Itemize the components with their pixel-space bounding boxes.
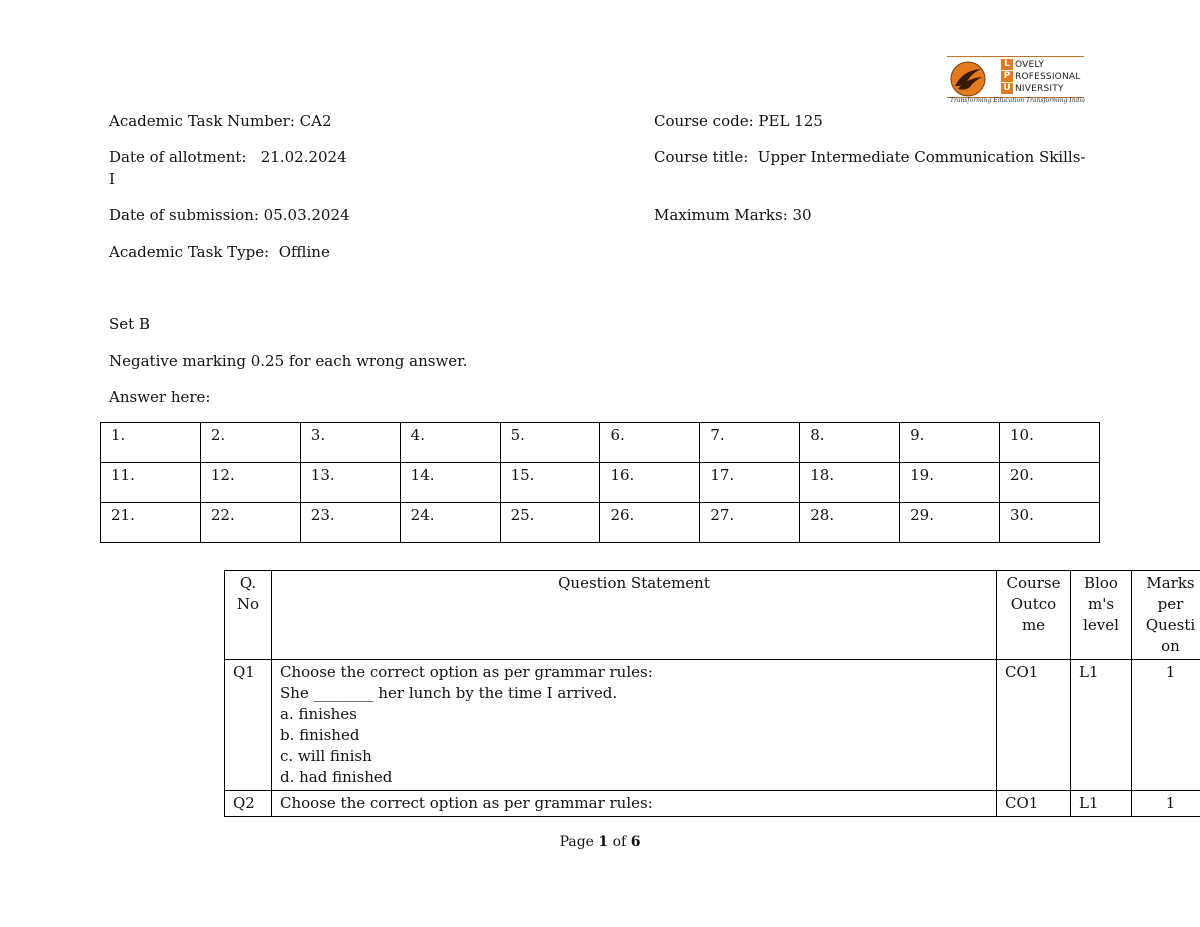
question-line: b. finished bbox=[280, 726, 360, 744]
logo-wordmark bbox=[1015, 59, 1080, 95]
header-outcome-line: Outco bbox=[1010, 595, 1057, 613]
answer-cell[interactable]: 27. bbox=[700, 503, 800, 543]
answer-cell[interactable]: 1. bbox=[101, 423, 201, 463]
answer-cell[interactable]: 23. bbox=[300, 503, 400, 543]
header-outcome-line: me bbox=[1021, 616, 1046, 634]
answer-cell[interactable]: 10. bbox=[1000, 423, 1100, 463]
answer-cell[interactable]: 29. bbox=[900, 503, 1000, 543]
question-number: Q2 bbox=[225, 791, 272, 817]
logo-initials bbox=[1001, 59, 1013, 95]
answer-cell[interactable]: 12. bbox=[200, 463, 300, 503]
logo-tagline: Transforming Education Transforming India bbox=[950, 97, 1085, 104]
answer-cell[interactable]: 9. bbox=[900, 423, 1000, 463]
answer-cell[interactable]: 14. bbox=[400, 463, 500, 503]
question-statement bbox=[272, 791, 997, 817]
max-marks: Maximum Marks: 30 bbox=[654, 206, 812, 224]
answer-here-label: Answer here: bbox=[109, 388, 211, 406]
marks-value: 1 bbox=[1132, 791, 1200, 817]
header-marks bbox=[1132, 571, 1200, 660]
of-word: of bbox=[612, 834, 627, 850]
header-qno-line: Q. bbox=[239, 574, 257, 592]
answer-cell[interactable]: 16. bbox=[600, 463, 700, 503]
course-outcome: CO1 bbox=[997, 791, 1071, 817]
answer-cell[interactable]: 15. bbox=[500, 463, 600, 503]
answer-cell[interactable]: 5. bbox=[500, 423, 600, 463]
submission-date: Date of submission: 05.03.2024 bbox=[109, 206, 350, 224]
course-title-continuation: I bbox=[109, 170, 115, 188]
answer-grid-row bbox=[101, 503, 1100, 543]
answer-grid-row bbox=[101, 463, 1100, 503]
answer-cell[interactable]: 28. bbox=[800, 503, 900, 543]
emblem-icon bbox=[949, 60, 987, 98]
answer-cell[interactable]: 18. bbox=[800, 463, 900, 503]
header-course-outcome bbox=[997, 571, 1071, 660]
logo-letter-u: U bbox=[1001, 83, 1013, 94]
page-total: 6 bbox=[630, 834, 641, 850]
course-code: Course code: PEL 125 bbox=[654, 112, 823, 130]
header-qno bbox=[225, 571, 272, 660]
negative-marking-note: Negative marking 0.25 for each wrong answer. bbox=[109, 352, 468, 370]
blooms-level: L1 bbox=[1071, 660, 1132, 791]
question-number: Q1 bbox=[225, 660, 272, 791]
answer-cell[interactable]: 19. bbox=[900, 463, 1000, 503]
logo-letter-l: L bbox=[1001, 59, 1013, 70]
question-statement bbox=[272, 660, 997, 791]
question-row bbox=[225, 660, 1200, 791]
question-table-header bbox=[225, 571, 1200, 660]
header-blooms-line: m's bbox=[1087, 595, 1115, 613]
answer-cell[interactable]: 13. bbox=[300, 463, 400, 503]
header-marks-line: per bbox=[1157, 595, 1184, 613]
marks-value: 1 bbox=[1132, 660, 1200, 791]
logo-letter-p: P bbox=[1001, 71, 1013, 82]
answer-cell[interactable]: 26. bbox=[600, 503, 700, 543]
logo-top-rule bbox=[947, 56, 1084, 57]
course-outcome: CO1 bbox=[997, 660, 1071, 791]
question-line: c. will finish bbox=[280, 747, 372, 765]
question-table bbox=[224, 570, 1200, 817]
question-row bbox=[225, 791, 1200, 817]
course-title: Course title: Upper Intermediate Communication Skills- bbox=[654, 148, 1086, 166]
answer-cell[interactable]: 6. bbox=[600, 423, 700, 463]
answer-cell[interactable]: 25. bbox=[500, 503, 600, 543]
header-marks-line: Marks bbox=[1146, 574, 1195, 592]
blooms-level: L1 bbox=[1071, 791, 1132, 817]
answer-grid bbox=[100, 422, 1100, 543]
header-blooms-line: Bloo bbox=[1084, 574, 1118, 592]
header-blooms-line: level bbox=[1083, 616, 1119, 634]
page-current: 1 bbox=[598, 834, 609, 850]
question-line: She ________ her lunch by the time I arrived. bbox=[280, 684, 618, 702]
header-statement: Question Statement bbox=[272, 571, 997, 660]
page-word: Page bbox=[559, 834, 594, 850]
university-logo bbox=[947, 56, 1085, 106]
header-marks-line: Questi bbox=[1145, 616, 1196, 634]
logo-word-lovely: OVELY bbox=[1015, 60, 1045, 70]
allotment-date: Date of allotment: 21.02.2024 bbox=[109, 148, 347, 166]
page-footer bbox=[0, 834, 1200, 850]
logo-word-university: NIVERSITY bbox=[1015, 84, 1064, 94]
answer-cell[interactable]: 30. bbox=[1000, 503, 1100, 543]
answer-cell[interactable]: 17. bbox=[700, 463, 800, 503]
answer-cell[interactable]: 3. bbox=[300, 423, 400, 463]
answer-cell[interactable]: 20. bbox=[1000, 463, 1100, 503]
question-line: d. had finished bbox=[280, 768, 393, 786]
answer-cell[interactable]: 4. bbox=[400, 423, 500, 463]
logo-word-professional: ROFESSIONAL bbox=[1015, 72, 1081, 82]
question-line: a. finishes bbox=[280, 705, 357, 723]
header-outcome-line: Course bbox=[1006, 574, 1061, 592]
answer-cell[interactable]: 24. bbox=[400, 503, 500, 543]
question-prompt: Choose the correct option as per grammar rules: bbox=[280, 794, 653, 812]
answer-cell[interactable]: 8. bbox=[800, 423, 900, 463]
answer-cell[interactable]: 22. bbox=[200, 503, 300, 543]
header-marks-line: on bbox=[1161, 637, 1180, 655]
question-prompt: Choose the correct option as per grammar rules: bbox=[280, 663, 653, 681]
answer-cell[interactable]: 7. bbox=[700, 423, 800, 463]
header-qno-line: No bbox=[236, 595, 260, 613]
header-blooms-level bbox=[1071, 571, 1132, 660]
set-label: Set B bbox=[109, 315, 150, 333]
answer-cell[interactable]: 11. bbox=[101, 463, 201, 503]
task-type: Academic Task Type: Offline bbox=[109, 243, 330, 261]
task-number: Academic Task Number: CA2 bbox=[109, 112, 332, 130]
answer-cell[interactable]: 2. bbox=[200, 423, 300, 463]
answer-grid-row bbox=[101, 423, 1100, 463]
answer-cell[interactable]: 21. bbox=[101, 503, 201, 543]
